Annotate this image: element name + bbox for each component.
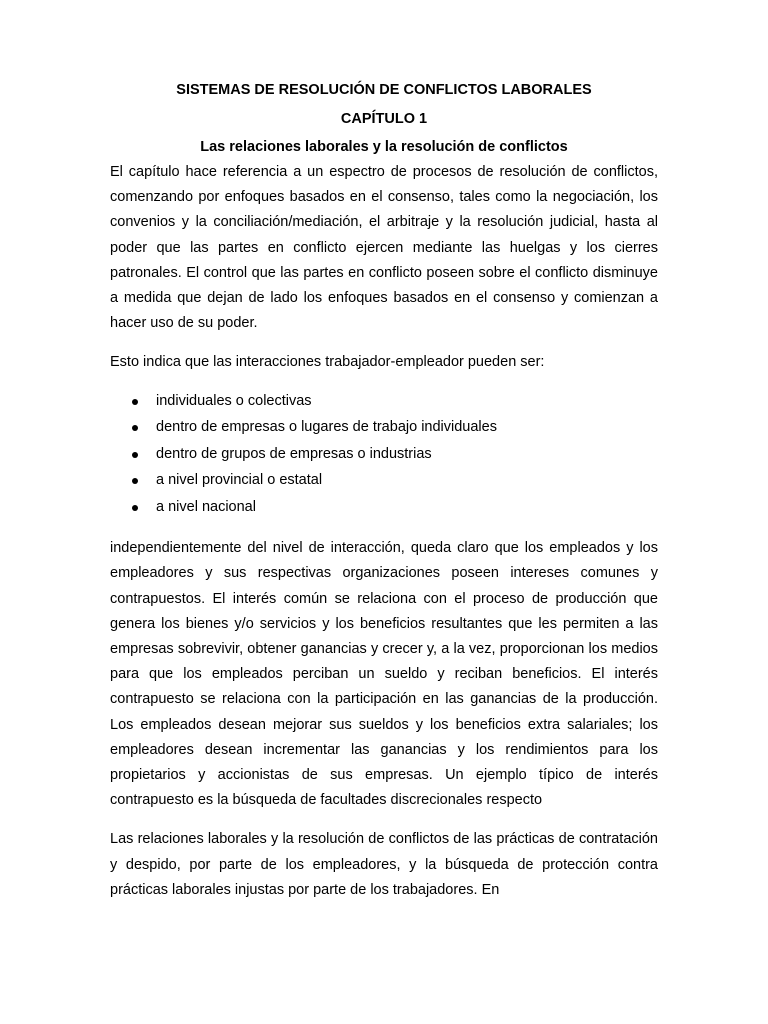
list-item-text: a nivel provincial o estatal [156, 472, 323, 489]
bullet-list [110, 388, 658, 521]
bullet-icon [132, 478, 138, 484]
bullet-icon [132, 452, 138, 458]
list-item [110, 467, 658, 494]
document-title: SISTEMAS DE RESOLUCIÓN DE CONFLICTOS LABORALES [176, 82, 592, 98]
paragraph-intro: El capítulo hace referencia a un espectro de procesos de resolución de conflictos, comenzando por enfoques basados en el consenso, tales como la negociación, los convenios y la conciliación/mediación, el arbitraje y la resolución judicial, hasta al poder que las partes en conflicto ejercen mediante las huelgas y los cierres patronales. El control que las partes en conflicto poseen sobre el conflicto disminuye a medida que dejan de lado los enfoques basados en el consenso y comienzan a hacer uso de su poder. [110, 164, 658, 332]
document-page [110, 80, 658, 903]
list-item-text: dentro de grupos de empresas o industrias [156, 445, 432, 462]
list-item-text: a nivel nacional [156, 498, 256, 515]
paragraph-practices: Las relaciones laborales y la resolución de conflictos de las prácticas de contratación y despido, por parte de los empleadores, y la búsqueda de protección contra prácticas laborales injustas por parte de los trabajadores. En [110, 831, 658, 898]
paragraph-interests: independientemente del nivel de interacción, queda claro que los empleados y los empleadores y sus respectivas organizaciones poseen intereses comunes y contrapuestos. El interés común se relaciona con el proceso de producción que genera los bienes y/o servicios y los beneficios resultantes que les permiten a las empresas sobrevivir, obtener ganancias y crecer y, a la vez, proporcionan los medios para que los empleados perciban un sueldo y reciban beneficios. El interés contrapuesto se relaciona con la participación en las ganancias de la producción. Los empleados desean mejorar sus sueldos y los beneficios extra salariales; los empleadores desean incrementar las ganancias y los rendimientos para los propietarios y accionistas de sus empresas. Un ejemplo típico de interés contrapuesto es la búsqueda de facultades discrecionales respecto [110, 540, 658, 809]
bullet-icon [132, 425, 138, 431]
list-item [110, 388, 658, 415]
chapter-heading: CAPÍTULO 1 [340, 111, 428, 127]
list-item-text: dentro de empresas o lugares de trabajo individuales [156, 419, 497, 436]
list-item [110, 441, 658, 468]
list-item-text: individuales o colectivas [156, 392, 312, 409]
bullet-icon [132, 399, 138, 405]
bullet-icon [132, 505, 138, 511]
chapter-subtitle: Las relaciones laborales y la resolución de conflictos [200, 139, 568, 155]
paragraph-interactions-lead: Esto indica que las interacciones trabajador-empleador pueden ser: [110, 354, 545, 371]
list-item [110, 414, 658, 441]
list-item [110, 494, 658, 521]
